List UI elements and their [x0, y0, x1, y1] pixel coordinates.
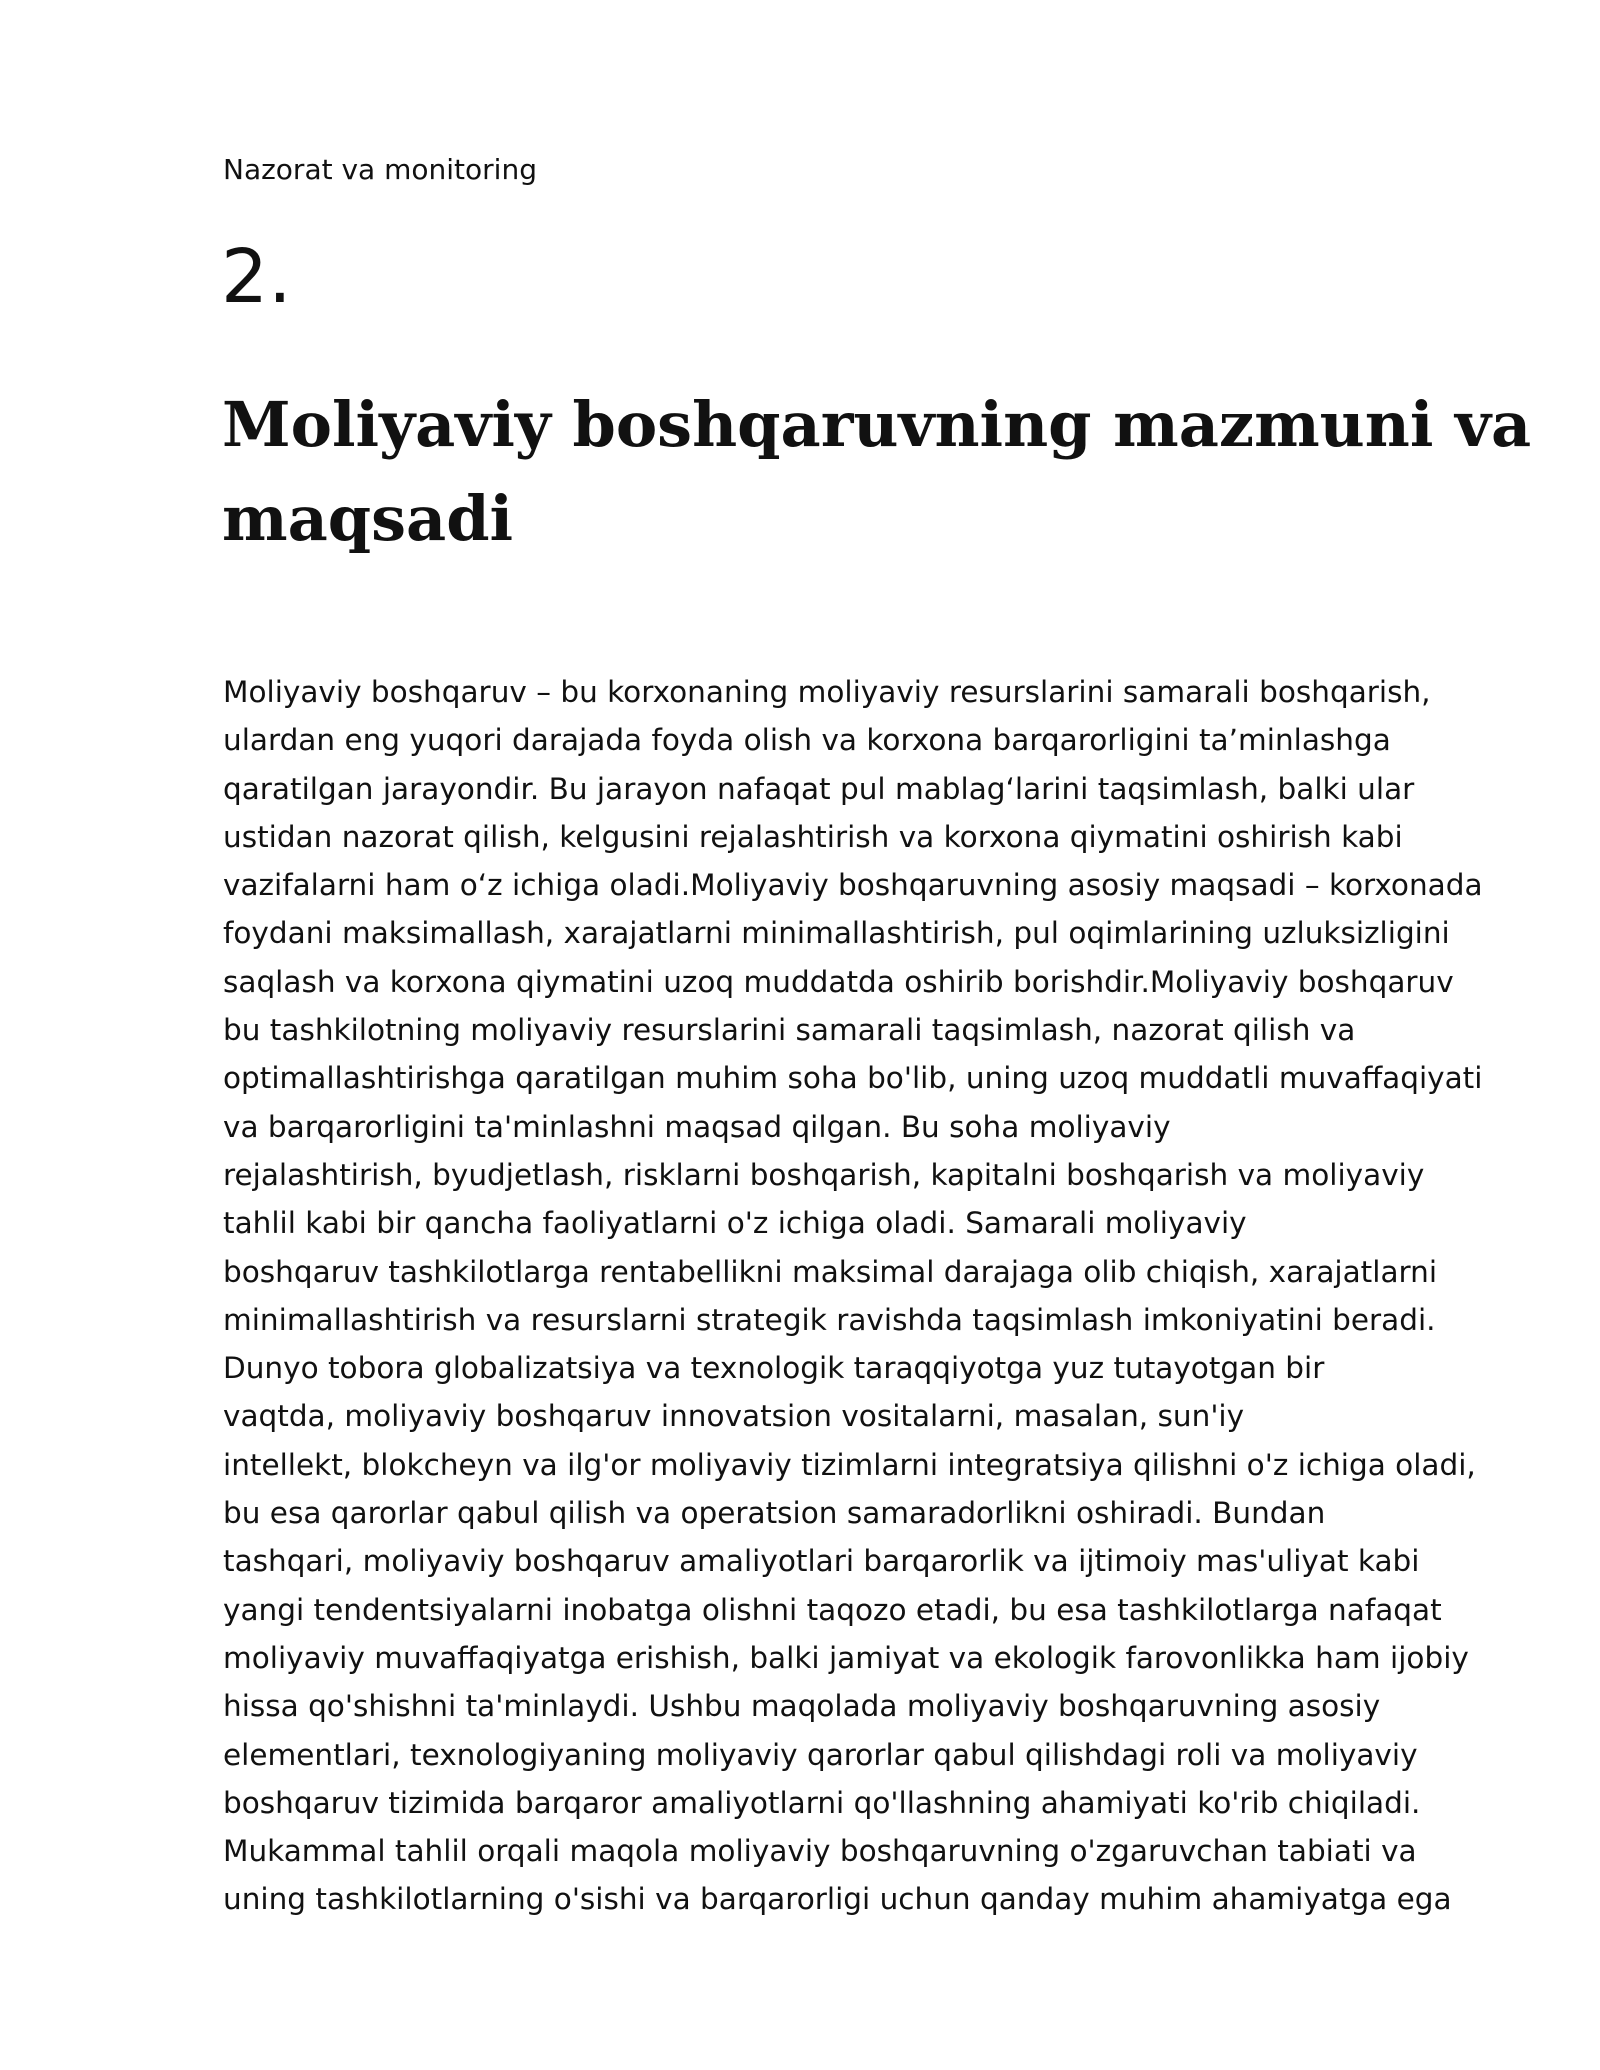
- chapter-title-line: maqsadi: [222, 482, 514, 555]
- body-text-line: yangi tendentsiyalarni inobatga olishni taqozo etadi, bu esa tashkilotlarga nafaqat: [223, 1592, 1442, 1627]
- chapter-number: 2.: [221, 234, 292, 320]
- section-header: Nazorat va monitoring: [223, 153, 537, 186]
- body-text-line: vaqtda, moliyaviy boshqaruv innovatsion vositalarni, masalan, sun'iy: [223, 1399, 1245, 1434]
- body-text-line: intellekt, blokcheyn va ilg'or moliyaviy tizimlarni integratsiya qilishni o'z ichiga oladi,: [223, 1447, 1476, 1482]
- body-text-line: va barqarorligini ta'minlashni maqsad qilgan. Bu soha moliyaviy: [223, 1109, 1171, 1144]
- body-text-line: bu esa qarorlar qabul qilish va operatsion samaradorlikni oshiradi. Bundan: [223, 1496, 1326, 1531]
- body-text-line: minimallashtirish va resurslarni strategik ravishda taqsimlash imkoniyatini beradi.: [223, 1302, 1436, 1337]
- body-text-line: saqlash va korxona qiymatini uzoq muddatda oshirib borishdir.Moliyaviy boshqaruv: [223, 964, 1454, 999]
- body-text-line: moliyaviy muvaffaqiyatga erishish, balki jamiyat va ekologik farovonlikka ham ijobiy: [223, 1640, 1469, 1675]
- body-text-line: foydani maksimallash, xarajatlarni minimallashtirish, pul oqimlarining uzluksizligini: [223, 916, 1450, 951]
- body-paragraph: [223, 668, 1523, 1924]
- chapter-title: [222, 378, 1532, 566]
- body-text-line: ustidan nazorat qilish, kelgusini rejalashtirish va korxona qiymatini oshirish kabi: [223, 819, 1403, 854]
- body-text-line: boshqaruv tashkilotlarga rentabellikni maksimal darajaga olib chiqish, xarajatlarni: [223, 1254, 1438, 1289]
- body-text-line: Dunyo tobora globalizatsiya va texnologik taraqqiyotga yuz tutayotgan bir: [223, 1351, 1325, 1386]
- body-text-line: optimallashtirishga qaratilgan muhim soha bo'lib, uning uzoq muddatli muvaffaqiyati: [223, 1061, 1483, 1096]
- body-text-line: tashqari, moliyaviy boshqaruv amaliyotlari barqarorlik va ijtimoiy mas'uliyat kabi: [223, 1544, 1420, 1579]
- body-text-line: bu tashkilotning moliyaviy resurslarini samarali taqsimlash, nazorat qilish va: [223, 1013, 1356, 1048]
- body-text-line: boshqaruv tizimida barqaror amaliyotlarni qo'llashning ahamiyati ko'rib chiqiladi.: [223, 1785, 1421, 1820]
- body-text-line: qaratilgan jarayondir. Bu jarayon nafaqat pul mablag‘larini taqsimlash, balki ular: [223, 771, 1415, 806]
- body-text-line: rejalashtirish, byudjetlash, risklarni boshqarish, kapitalni boshqarish va moliyaviy: [223, 1157, 1425, 1192]
- chapter-title-line: Moliyaviy boshqaruvning mazmuni va: [222, 388, 1532, 461]
- body-text-line: vazifalarni ham o‘z ichiga oladi.Moliyaviy boshqaruvning asosiy maqsadi – korxonada: [223, 868, 1483, 903]
- body-text-line: uning tashkilotlarning o'sishi va barqarorligi uchun qanday muhim ahamiyatga ega: [223, 1882, 1452, 1917]
- body-text-line: hissa qo'shishni ta'minlaydi. Ushbu maqolada moliyaviy boshqaruvning asosiy: [223, 1689, 1381, 1724]
- body-text-line: ulardan eng yuqori darajada foyda olish va korxona barqarorligini ta’minlashga: [223, 723, 1391, 758]
- body-text-line: Mukammal tahlil orqali maqola moliyaviy boshqaruvning o'zgaruvchan tabiati va: [223, 1834, 1417, 1869]
- body-text-line: Moliyaviy boshqaruv – bu korxonaning moliyaviy resurslarini samarali boshqarish,: [223, 675, 1431, 709]
- body-text-line: tahlil kabi bir qancha faoliyatlarni o'z ichiga oladi. Samarali moliyaviy: [223, 1206, 1247, 1241]
- body-text-line: elementlari, texnologiyaning moliyaviy qarorlar qabul qilishdagi roli va moliyaviy: [223, 1737, 1418, 1772]
